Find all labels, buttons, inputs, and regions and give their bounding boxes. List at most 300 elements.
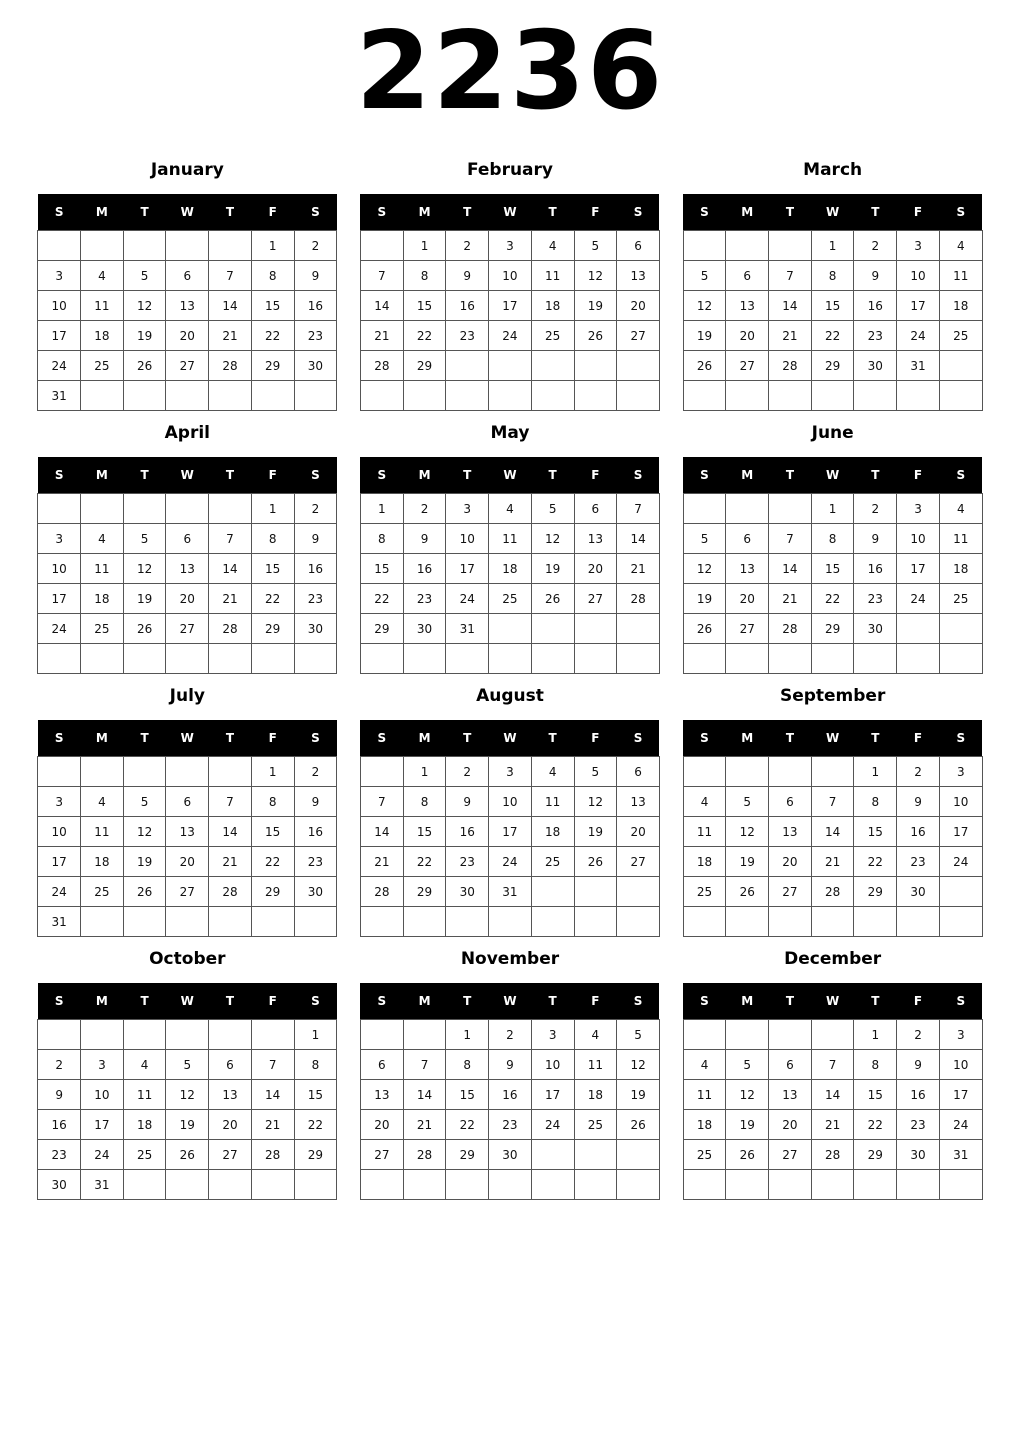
day-cell[interactable]: 15	[251, 554, 294, 584]
day-cell[interactable]: 16	[403, 554, 446, 584]
day-cell[interactable]: 18	[81, 584, 124, 614]
day-cell[interactable]: 31	[489, 877, 532, 907]
day-cell[interactable]: 24	[897, 584, 940, 614]
day-cell[interactable]: 11	[683, 1080, 726, 1110]
day-cell[interactable]: 25	[574, 1110, 617, 1140]
day-cell[interactable]: 3	[897, 494, 940, 524]
day-cell[interactable]: 24	[897, 321, 940, 351]
day-cell[interactable]: 23	[897, 847, 940, 877]
day-cell[interactable]: 25	[939, 321, 982, 351]
day-cell[interactable]: 4	[683, 1050, 726, 1080]
day-cell[interactable]: 14	[251, 1080, 294, 1110]
day-cell[interactable]: 28	[360, 351, 403, 381]
day-cell[interactable]: 29	[360, 614, 403, 644]
day-cell[interactable]: 16	[854, 291, 897, 321]
day-cell[interactable]: 6	[574, 494, 617, 524]
day-cell[interactable]: 21	[811, 847, 854, 877]
day-cell[interactable]: 3	[446, 494, 489, 524]
day-cell[interactable]: 4	[81, 524, 124, 554]
day-cell[interactable]: 30	[854, 614, 897, 644]
day-cell[interactable]: 26	[726, 1140, 769, 1170]
day-cell[interactable]: 27	[166, 877, 209, 907]
day-cell[interactable]: 13	[166, 817, 209, 847]
day-cell[interactable]: 10	[38, 291, 81, 321]
day-cell[interactable]: 9	[403, 524, 446, 554]
day-cell[interactable]: 8	[854, 787, 897, 817]
day-cell[interactable]: 7	[811, 1050, 854, 1080]
day-cell[interactable]: 16	[489, 1080, 532, 1110]
day-cell[interactable]: 4	[939, 231, 982, 261]
day-cell[interactable]: 8	[360, 524, 403, 554]
day-cell[interactable]: 25	[81, 351, 124, 381]
day-cell[interactable]: 22	[854, 847, 897, 877]
day-cell[interactable]: 6	[166, 524, 209, 554]
day-cell[interactable]: 11	[81, 554, 124, 584]
day-cell[interactable]: 24	[531, 1110, 574, 1140]
day-cell[interactable]: 30	[294, 877, 337, 907]
day-cell[interactable]: 21	[209, 847, 252, 877]
day-cell[interactable]: 24	[939, 1110, 982, 1140]
day-cell[interactable]: 8	[251, 524, 294, 554]
day-cell[interactable]: 11	[531, 787, 574, 817]
day-cell[interactable]: 15	[446, 1080, 489, 1110]
day-cell[interactable]: 5	[123, 261, 166, 291]
day-cell[interactable]: 24	[446, 584, 489, 614]
day-cell[interactable]: 8	[854, 1050, 897, 1080]
day-cell[interactable]: 3	[531, 1020, 574, 1050]
day-cell[interactable]: 5	[574, 757, 617, 787]
day-cell[interactable]: 21	[360, 321, 403, 351]
day-cell[interactable]: 2	[489, 1020, 532, 1050]
day-cell[interactable]: 28	[769, 614, 812, 644]
day-cell[interactable]: 23	[294, 584, 337, 614]
day-cell[interactable]: 10	[531, 1050, 574, 1080]
day-cell[interactable]: 18	[531, 817, 574, 847]
day-cell[interactable]: 22	[251, 847, 294, 877]
day-cell[interactable]: 6	[617, 757, 660, 787]
day-cell[interactable]: 15	[403, 817, 446, 847]
day-cell[interactable]: 2	[294, 757, 337, 787]
day-cell[interactable]: 7	[403, 1050, 446, 1080]
day-cell[interactable]: 29	[854, 1140, 897, 1170]
day-cell[interactable]: 21	[360, 847, 403, 877]
day-cell[interactable]: 17	[531, 1080, 574, 1110]
day-cell[interactable]: 10	[939, 1050, 982, 1080]
day-cell[interactable]: 20	[769, 847, 812, 877]
day-cell[interactable]: 25	[81, 877, 124, 907]
day-cell[interactable]: 31	[446, 614, 489, 644]
day-cell[interactable]: 25	[683, 877, 726, 907]
day-cell[interactable]: 18	[683, 847, 726, 877]
day-cell[interactable]: 7	[209, 524, 252, 554]
day-cell[interactable]: 12	[726, 1080, 769, 1110]
day-cell[interactable]: 4	[574, 1020, 617, 1050]
day-cell[interactable]: 6	[166, 787, 209, 817]
day-cell[interactable]: 26	[574, 321, 617, 351]
day-cell[interactable]: 30	[38, 1170, 81, 1200]
day-cell[interactable]: 14	[209, 817, 252, 847]
day-cell[interactable]: 26	[166, 1140, 209, 1170]
day-cell[interactable]: 26	[531, 584, 574, 614]
day-cell[interactable]: 9	[446, 787, 489, 817]
day-cell[interactable]: 26	[123, 614, 166, 644]
day-cell[interactable]: 3	[897, 231, 940, 261]
day-cell[interactable]: 7	[360, 787, 403, 817]
day-cell[interactable]: 19	[726, 847, 769, 877]
day-cell[interactable]: 3	[38, 524, 81, 554]
day-cell[interactable]: 7	[811, 787, 854, 817]
day-cell[interactable]: 8	[403, 261, 446, 291]
day-cell[interactable]: 15	[403, 291, 446, 321]
day-cell[interactable]: 29	[403, 351, 446, 381]
day-cell[interactable]: 12	[726, 817, 769, 847]
day-cell[interactable]: 18	[939, 291, 982, 321]
day-cell[interactable]: 20	[574, 554, 617, 584]
day-cell[interactable]: 17	[939, 817, 982, 847]
day-cell[interactable]: 4	[939, 494, 982, 524]
day-cell[interactable]: 13	[209, 1080, 252, 1110]
day-cell[interactable]: 23	[294, 321, 337, 351]
day-cell[interactable]: 25	[81, 614, 124, 644]
day-cell[interactable]: 23	[403, 584, 446, 614]
day-cell[interactable]: 9	[897, 1050, 940, 1080]
day-cell[interactable]: 7	[251, 1050, 294, 1080]
day-cell[interactable]: 12	[617, 1050, 660, 1080]
day-cell[interactable]: 1	[854, 757, 897, 787]
day-cell[interactable]: 6	[209, 1050, 252, 1080]
day-cell[interactable]: 23	[446, 847, 489, 877]
day-cell[interactable]: 8	[251, 787, 294, 817]
day-cell[interactable]: 19	[683, 584, 726, 614]
day-cell[interactable]: 7	[617, 494, 660, 524]
day-cell[interactable]: 1	[251, 494, 294, 524]
day-cell[interactable]: 10	[939, 787, 982, 817]
day-cell[interactable]: 20	[617, 817, 660, 847]
day-cell[interactable]: 10	[489, 787, 532, 817]
day-cell[interactable]: 3	[38, 261, 81, 291]
day-cell[interactable]: 14	[360, 291, 403, 321]
day-cell[interactable]: 21	[209, 584, 252, 614]
day-cell[interactable]: 21	[403, 1110, 446, 1140]
day-cell[interactable]: 18	[531, 291, 574, 321]
day-cell[interactable]: 20	[209, 1110, 252, 1140]
day-cell[interactable]: 20	[166, 584, 209, 614]
day-cell[interactable]: 11	[939, 524, 982, 554]
day-cell[interactable]: 27	[166, 351, 209, 381]
day-cell[interactable]: 9	[294, 261, 337, 291]
day-cell[interactable]: 26	[574, 847, 617, 877]
day-cell[interactable]: 25	[939, 584, 982, 614]
day-cell[interactable]: 15	[251, 817, 294, 847]
day-cell[interactable]: 17	[897, 291, 940, 321]
day-cell[interactable]: 10	[897, 261, 940, 291]
day-cell[interactable]: 31	[81, 1170, 124, 1200]
day-cell[interactable]: 2	[294, 231, 337, 261]
day-cell[interactable]: 18	[123, 1110, 166, 1140]
day-cell[interactable]: 25	[489, 584, 532, 614]
day-cell[interactable]: 27	[617, 321, 660, 351]
day-cell[interactable]: 20	[726, 321, 769, 351]
day-cell[interactable]: 18	[939, 554, 982, 584]
day-cell[interactable]: 26	[123, 877, 166, 907]
day-cell[interactable]: 10	[38, 554, 81, 584]
day-cell[interactable]: 15	[251, 291, 294, 321]
day-cell[interactable]: 14	[209, 291, 252, 321]
day-cell[interactable]: 14	[617, 524, 660, 554]
day-cell[interactable]: 24	[489, 847, 532, 877]
day-cell[interactable]: 17	[489, 817, 532, 847]
day-cell[interactable]: 22	[403, 847, 446, 877]
day-cell[interactable]: 11	[81, 291, 124, 321]
day-cell[interactable]: 14	[769, 554, 812, 584]
day-cell[interactable]: 28	[403, 1140, 446, 1170]
day-cell[interactable]: 9	[897, 787, 940, 817]
day-cell[interactable]: 11	[531, 261, 574, 291]
day-cell[interactable]: 13	[726, 291, 769, 321]
day-cell[interactable]: 6	[726, 524, 769, 554]
day-cell[interactable]: 26	[617, 1110, 660, 1140]
day-cell[interactable]: 19	[574, 291, 617, 321]
day-cell[interactable]: 23	[446, 321, 489, 351]
day-cell[interactable]: 1	[854, 1020, 897, 1050]
day-cell[interactable]: 5	[531, 494, 574, 524]
day-cell[interactable]: 17	[81, 1110, 124, 1140]
day-cell[interactable]: 5	[123, 787, 166, 817]
day-cell[interactable]: 22	[811, 584, 854, 614]
day-cell[interactable]: 22	[294, 1110, 337, 1140]
day-cell[interactable]: 13	[360, 1080, 403, 1110]
day-cell[interactable]: 23	[854, 584, 897, 614]
day-cell[interactable]: 5	[123, 524, 166, 554]
day-cell[interactable]: 12	[123, 817, 166, 847]
day-cell[interactable]: 13	[769, 1080, 812, 1110]
day-cell[interactable]: 10	[897, 524, 940, 554]
day-cell[interactable]: 5	[574, 231, 617, 261]
day-cell[interactable]: 28	[251, 1140, 294, 1170]
day-cell[interactable]: 20	[726, 584, 769, 614]
day-cell[interactable]: 23	[38, 1140, 81, 1170]
day-cell[interactable]: 30	[854, 351, 897, 381]
day-cell[interactable]: 1	[294, 1020, 337, 1050]
day-cell[interactable]: 13	[617, 261, 660, 291]
day-cell[interactable]: 9	[489, 1050, 532, 1080]
day-cell[interactable]: 16	[854, 554, 897, 584]
day-cell[interactable]: 15	[854, 1080, 897, 1110]
day-cell[interactable]: 8	[403, 787, 446, 817]
day-cell[interactable]: 24	[81, 1140, 124, 1170]
day-cell[interactable]: 31	[38, 381, 81, 411]
day-cell[interactable]: 3	[38, 787, 81, 817]
day-cell[interactable]: 8	[294, 1050, 337, 1080]
day-cell[interactable]: 26	[683, 614, 726, 644]
day-cell[interactable]: 2	[38, 1050, 81, 1080]
day-cell[interactable]: 9	[294, 524, 337, 554]
day-cell[interactable]: 11	[123, 1080, 166, 1110]
day-cell[interactable]: 6	[360, 1050, 403, 1080]
day-cell[interactable]: 5	[166, 1050, 209, 1080]
day-cell[interactable]: 16	[897, 817, 940, 847]
day-cell[interactable]: 31	[939, 1140, 982, 1170]
day-cell[interactable]: 3	[81, 1050, 124, 1080]
day-cell[interactable]: 15	[360, 554, 403, 584]
day-cell[interactable]: 4	[489, 494, 532, 524]
day-cell[interactable]: 30	[294, 614, 337, 644]
day-cell[interactable]: 29	[251, 614, 294, 644]
day-cell[interactable]: 3	[489, 231, 532, 261]
day-cell[interactable]: 27	[360, 1140, 403, 1170]
day-cell[interactable]: 16	[294, 291, 337, 321]
day-cell[interactable]: 25	[531, 321, 574, 351]
day-cell[interactable]: 6	[166, 261, 209, 291]
day-cell[interactable]: 22	[403, 321, 446, 351]
day-cell[interactable]: 29	[251, 351, 294, 381]
day-cell[interactable]: 2	[403, 494, 446, 524]
day-cell[interactable]: 14	[811, 817, 854, 847]
day-cell[interactable]: 25	[123, 1140, 166, 1170]
day-cell[interactable]: 16	[446, 291, 489, 321]
day-cell[interactable]: 29	[854, 877, 897, 907]
day-cell[interactable]: 6	[726, 261, 769, 291]
day-cell[interactable]: 4	[81, 261, 124, 291]
day-cell[interactable]: 20	[360, 1110, 403, 1140]
day-cell[interactable]: 23	[897, 1110, 940, 1140]
day-cell[interactable]: 31	[38, 907, 81, 937]
day-cell[interactable]: 13	[726, 554, 769, 584]
day-cell[interactable]: 21	[769, 321, 812, 351]
day-cell[interactable]: 1	[811, 231, 854, 261]
day-cell[interactable]: 23	[489, 1110, 532, 1140]
day-cell[interactable]: 15	[294, 1080, 337, 1110]
day-cell[interactable]: 30	[897, 1140, 940, 1170]
day-cell[interactable]: 8	[446, 1050, 489, 1080]
day-cell[interactable]: 8	[811, 261, 854, 291]
day-cell[interactable]: 5	[683, 261, 726, 291]
day-cell[interactable]: 27	[617, 847, 660, 877]
day-cell[interactable]: 24	[38, 877, 81, 907]
day-cell[interactable]: 13	[769, 817, 812, 847]
day-cell[interactable]: 22	[811, 321, 854, 351]
day-cell[interactable]: 24	[38, 351, 81, 381]
day-cell[interactable]: 18	[81, 321, 124, 351]
day-cell[interactable]: 9	[854, 524, 897, 554]
day-cell[interactable]: 14	[360, 817, 403, 847]
day-cell[interactable]: 1	[360, 494, 403, 524]
day-cell[interactable]: 4	[123, 1050, 166, 1080]
day-cell[interactable]: 12	[123, 291, 166, 321]
day-cell[interactable]: 9	[38, 1080, 81, 1110]
day-cell[interactable]: 10	[81, 1080, 124, 1110]
day-cell[interactable]: 21	[811, 1110, 854, 1140]
day-cell[interactable]: 16	[38, 1110, 81, 1140]
day-cell[interactable]: 27	[769, 1140, 812, 1170]
day-cell[interactable]: 19	[123, 847, 166, 877]
day-cell[interactable]: 4	[683, 787, 726, 817]
day-cell[interactable]: 13	[617, 787, 660, 817]
day-cell[interactable]: 8	[251, 261, 294, 291]
day-cell[interactable]: 22	[251, 321, 294, 351]
day-cell[interactable]: 29	[811, 614, 854, 644]
day-cell[interactable]: 2	[446, 231, 489, 261]
day-cell[interactable]: 12	[683, 554, 726, 584]
day-cell[interactable]: 12	[166, 1080, 209, 1110]
day-cell[interactable]: 17	[38, 584, 81, 614]
day-cell[interactable]: 1	[403, 757, 446, 787]
day-cell[interactable]: 11	[489, 524, 532, 554]
day-cell[interactable]: 14	[403, 1080, 446, 1110]
day-cell[interactable]: 3	[939, 757, 982, 787]
day-cell[interactable]: 4	[81, 787, 124, 817]
day-cell[interactable]: 30	[403, 614, 446, 644]
day-cell[interactable]: 29	[811, 351, 854, 381]
day-cell[interactable]: 9	[446, 261, 489, 291]
day-cell[interactable]: 23	[854, 321, 897, 351]
day-cell[interactable]: 26	[123, 351, 166, 381]
day-cell[interactable]: 19	[617, 1080, 660, 1110]
day-cell[interactable]: 3	[939, 1020, 982, 1050]
day-cell[interactable]: 15	[811, 291, 854, 321]
day-cell[interactable]: 27	[726, 614, 769, 644]
day-cell[interactable]: 14	[209, 554, 252, 584]
day-cell[interactable]: 2	[897, 757, 940, 787]
day-cell[interactable]: 22	[251, 584, 294, 614]
day-cell[interactable]: 10	[489, 261, 532, 291]
day-cell[interactable]: 29	[251, 877, 294, 907]
day-cell[interactable]: 14	[769, 291, 812, 321]
day-cell[interactable]: 1	[446, 1020, 489, 1050]
day-cell[interactable]: 5	[617, 1020, 660, 1050]
day-cell[interactable]: 1	[811, 494, 854, 524]
day-cell[interactable]: 20	[617, 291, 660, 321]
day-cell[interactable]: 18	[683, 1110, 726, 1140]
day-cell[interactable]: 17	[939, 1080, 982, 1110]
day-cell[interactable]: 15	[854, 817, 897, 847]
day-cell[interactable]: 19	[683, 321, 726, 351]
day-cell[interactable]: 10	[38, 817, 81, 847]
day-cell[interactable]: 17	[38, 321, 81, 351]
day-cell[interactable]: 7	[209, 787, 252, 817]
day-cell[interactable]: 18	[81, 847, 124, 877]
day-cell[interactable]: 11	[683, 817, 726, 847]
day-cell[interactable]: 24	[939, 847, 982, 877]
day-cell[interactable]: 23	[294, 847, 337, 877]
day-cell[interactable]: 13	[166, 291, 209, 321]
day-cell[interactable]: 27	[769, 877, 812, 907]
day-cell[interactable]: 12	[574, 787, 617, 817]
day-cell[interactable]: 27	[574, 584, 617, 614]
day-cell[interactable]: 28	[360, 877, 403, 907]
day-cell[interactable]: 30	[294, 351, 337, 381]
day-cell[interactable]: 28	[209, 614, 252, 644]
day-cell[interactable]: 16	[294, 817, 337, 847]
day-cell[interactable]: 30	[446, 877, 489, 907]
day-cell[interactable]: 21	[251, 1110, 294, 1140]
day-cell[interactable]: 22	[446, 1110, 489, 1140]
day-cell[interactable]: 18	[574, 1080, 617, 1110]
day-cell[interactable]: 13	[574, 524, 617, 554]
day-cell[interactable]: 19	[574, 817, 617, 847]
day-cell[interactable]: 12	[123, 554, 166, 584]
day-cell[interactable]: 27	[209, 1140, 252, 1170]
day-cell[interactable]: 20	[166, 847, 209, 877]
day-cell[interactable]: 20	[769, 1110, 812, 1140]
day-cell[interactable]: 3	[489, 757, 532, 787]
day-cell[interactable]: 6	[769, 1050, 812, 1080]
day-cell[interactable]: 7	[360, 261, 403, 291]
day-cell[interactable]: 30	[489, 1140, 532, 1170]
day-cell[interactable]: 28	[617, 584, 660, 614]
day-cell[interactable]: 4	[531, 757, 574, 787]
day-cell[interactable]: 30	[897, 877, 940, 907]
